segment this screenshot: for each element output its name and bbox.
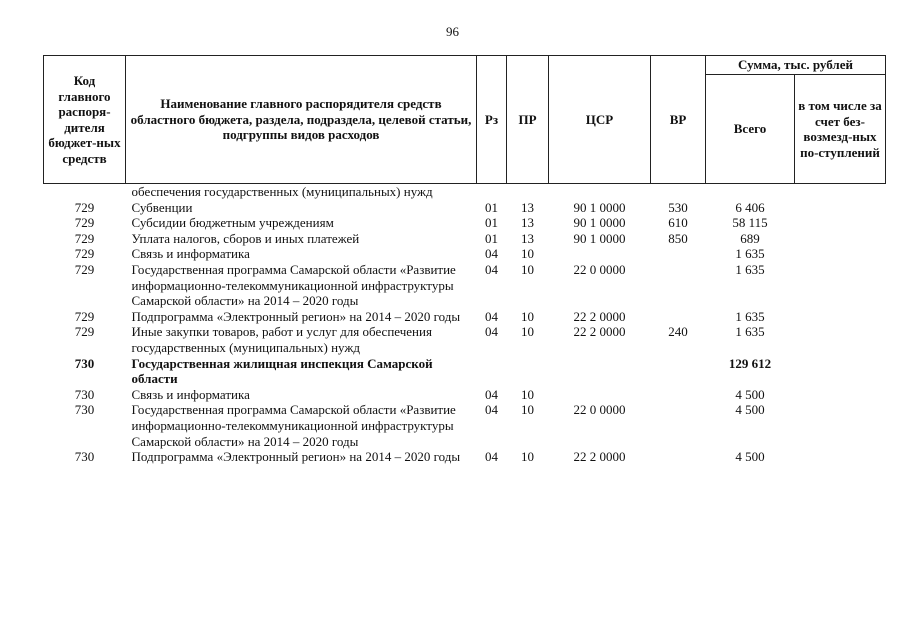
row-pr: 13 — [521, 215, 534, 231]
row-code: 729 — [74, 199, 95, 215]
row-pr: 10 — [521, 402, 534, 418]
row-code: 729 — [74, 308, 95, 324]
row-name: обеспечения государственных (муниципальных) нужд — [131, 184, 433, 199]
header-csr: ЦСР — [549, 56, 651, 184]
table-row — [44, 309, 886, 325]
row-rz: 01 — [485, 230, 498, 246]
row-pr: 13 — [521, 230, 534, 246]
table-row — [44, 324, 886, 355]
row-csr: 90 1 0000 — [573, 199, 626, 215]
row-vr: 610 — [668, 215, 688, 231]
row-rz: 04 — [485, 261, 498, 277]
row-code: 730 — [74, 355, 95, 371]
row-csr: 22 2 0000 — [573, 449, 626, 465]
table-row — [44, 449, 886, 465]
row-total: 4 500 — [735, 402, 765, 418]
row-total: 6 406 — [735, 199, 765, 215]
row-total: 4 500 — [735, 449, 765, 465]
row-pr — [507, 184, 549, 200]
row-pr: 10 — [521, 246, 534, 262]
row-code: 730 — [74, 449, 95, 465]
row-incl-free — [795, 309, 886, 325]
row-code: 729 — [74, 324, 95, 340]
row-pr: 13 — [521, 199, 534, 215]
row-incl-free — [795, 262, 886, 309]
row-csr — [549, 246, 651, 262]
row-incl-free — [795, 231, 886, 247]
row-total — [706, 184, 795, 200]
table-header — [44, 56, 886, 184]
row-incl-free — [795, 246, 886, 262]
row-vr — [651, 356, 706, 387]
row-total: 1 635 — [735, 324, 765, 340]
row-name: Уплата налогов, сборов и иных платежей — [131, 230, 360, 246]
row-name: Подпрограмма «Электронный регион» на 2014 – 2020 годы — [131, 449, 461, 465]
budget-table — [43, 55, 886, 465]
row-incl-free — [795, 324, 886, 355]
row-csr — [549, 184, 651, 200]
row-code: 729 — [74, 230, 95, 246]
row-csr — [549, 387, 651, 403]
row-rz: 04 — [485, 449, 498, 465]
row-code: 729 — [74, 246, 95, 262]
row-total: 1 635 — [735, 308, 765, 324]
row-rz: 01 — [485, 199, 498, 215]
row-vr — [651, 402, 706, 449]
row-name: Связь и информатика — [131, 246, 250, 262]
row-vr: 850 — [668, 230, 688, 246]
row-vr — [651, 262, 706, 309]
row-name: Субвенции — [131, 199, 193, 215]
header-rz: Рз — [477, 56, 507, 184]
header-pr: ПР — [507, 56, 549, 184]
header-total: Всего — [706, 75, 795, 184]
row-name: Подпрограмма «Электронный регион» на 2014 – 2020 годы — [131, 308, 461, 324]
row-name: Связь и информатика — [131, 386, 250, 402]
row-total: 689 — [740, 230, 760, 246]
row-incl-free — [795, 184, 886, 200]
row-rz — [477, 356, 507, 387]
row-code: 729 — [74, 215, 95, 231]
row-incl-free — [795, 200, 886, 216]
row-csr: 22 0 0000 — [573, 261, 626, 277]
row-incl-free — [795, 387, 886, 403]
row-csr: 22 0 0000 — [573, 402, 626, 418]
row-total: 1 635 — [735, 246, 765, 262]
row-total: 4 500 — [735, 386, 765, 402]
table-row — [44, 200, 886, 216]
table-row — [44, 215, 886, 231]
row-vr: 240 — [668, 324, 688, 340]
row-csr: 22 2 0000 — [573, 308, 626, 324]
row-rz — [477, 184, 507, 200]
row-code: 730 — [74, 386, 95, 402]
row-vr — [651, 184, 706, 200]
row-total: 58 115 — [732, 215, 768, 231]
page-number: 96 — [446, 24, 459, 39]
table-body — [44, 184, 886, 465]
header-code: Код главного распоря-дителя бюджет-ных средств — [44, 56, 126, 184]
table-row — [44, 356, 886, 387]
table-row — [44, 387, 886, 403]
row-vr — [651, 387, 706, 403]
row-rz: 04 — [485, 386, 498, 402]
row-pr: 10 — [521, 261, 534, 277]
row-csr — [549, 356, 651, 387]
row-incl-free — [795, 402, 886, 449]
row-code: 729 — [74, 261, 95, 277]
row-incl-free — [795, 356, 886, 387]
row-name: Государственная программа Самарской области «Развитие информационно-телекоммуникационной инфраструктуры Самарской области» на 2014 – 2020 годы — [131, 402, 456, 449]
row-vr — [651, 246, 706, 262]
table-row — [44, 262, 886, 309]
row-vr — [651, 309, 706, 325]
row-csr: 90 1 0000 — [573, 215, 626, 231]
row-pr — [507, 356, 549, 387]
row-vr — [651, 449, 706, 465]
header-sum-group: Сумма, тыс. рублей — [706, 56, 886, 75]
row-rz: 04 — [485, 402, 498, 418]
row-rz: 04 — [485, 308, 498, 324]
row-pr: 10 — [521, 449, 534, 465]
row-rz: 04 — [485, 324, 498, 340]
table-row — [44, 231, 886, 247]
row-rz: 01 — [485, 215, 498, 231]
header-vr: ВР — [651, 56, 706, 184]
row-pr: 10 — [521, 386, 534, 402]
row-name: Государственная жилищная инспекция Самарской области — [131, 355, 433, 387]
row-incl-free — [795, 215, 886, 231]
row-total: 129 612 — [728, 355, 772, 371]
row-name: Государственная программа Самарской области «Развитие информационно-телекоммуникационной инфраструктуры Самарской области» на 2014 – 2020 годы — [131, 261, 456, 309]
row-rz: 04 — [485, 246, 498, 262]
row-incl-free — [795, 449, 886, 465]
row-csr: 90 1 0000 — [573, 230, 626, 246]
header-incl-free: в том числе за счет без-возмезд-ных по-ступлений — [795, 75, 886, 184]
table-row — [44, 246, 886, 262]
row-total: 1 635 — [735, 261, 765, 277]
row-pr: 10 — [521, 308, 534, 324]
header-name: Наименование главного распорядителя средств областного бюджета, раздела, подраздела, целевой статьи, подгруппы видов расходов — [126, 56, 477, 184]
row-code: 730 — [74, 402, 95, 418]
row-code — [44, 184, 126, 200]
table-row — [44, 184, 886, 200]
table-row — [44, 402, 886, 449]
row-name: Субсидии бюджетным учреждениям — [131, 215, 334, 231]
row-name: Иные закупки товаров, работ и услуг для обеспечения государственных (муниципальных) нужд — [131, 324, 432, 355]
row-pr: 10 — [521, 324, 534, 340]
row-vr: 530 — [668, 199, 688, 215]
row-csr: 22 2 0000 — [573, 324, 626, 340]
